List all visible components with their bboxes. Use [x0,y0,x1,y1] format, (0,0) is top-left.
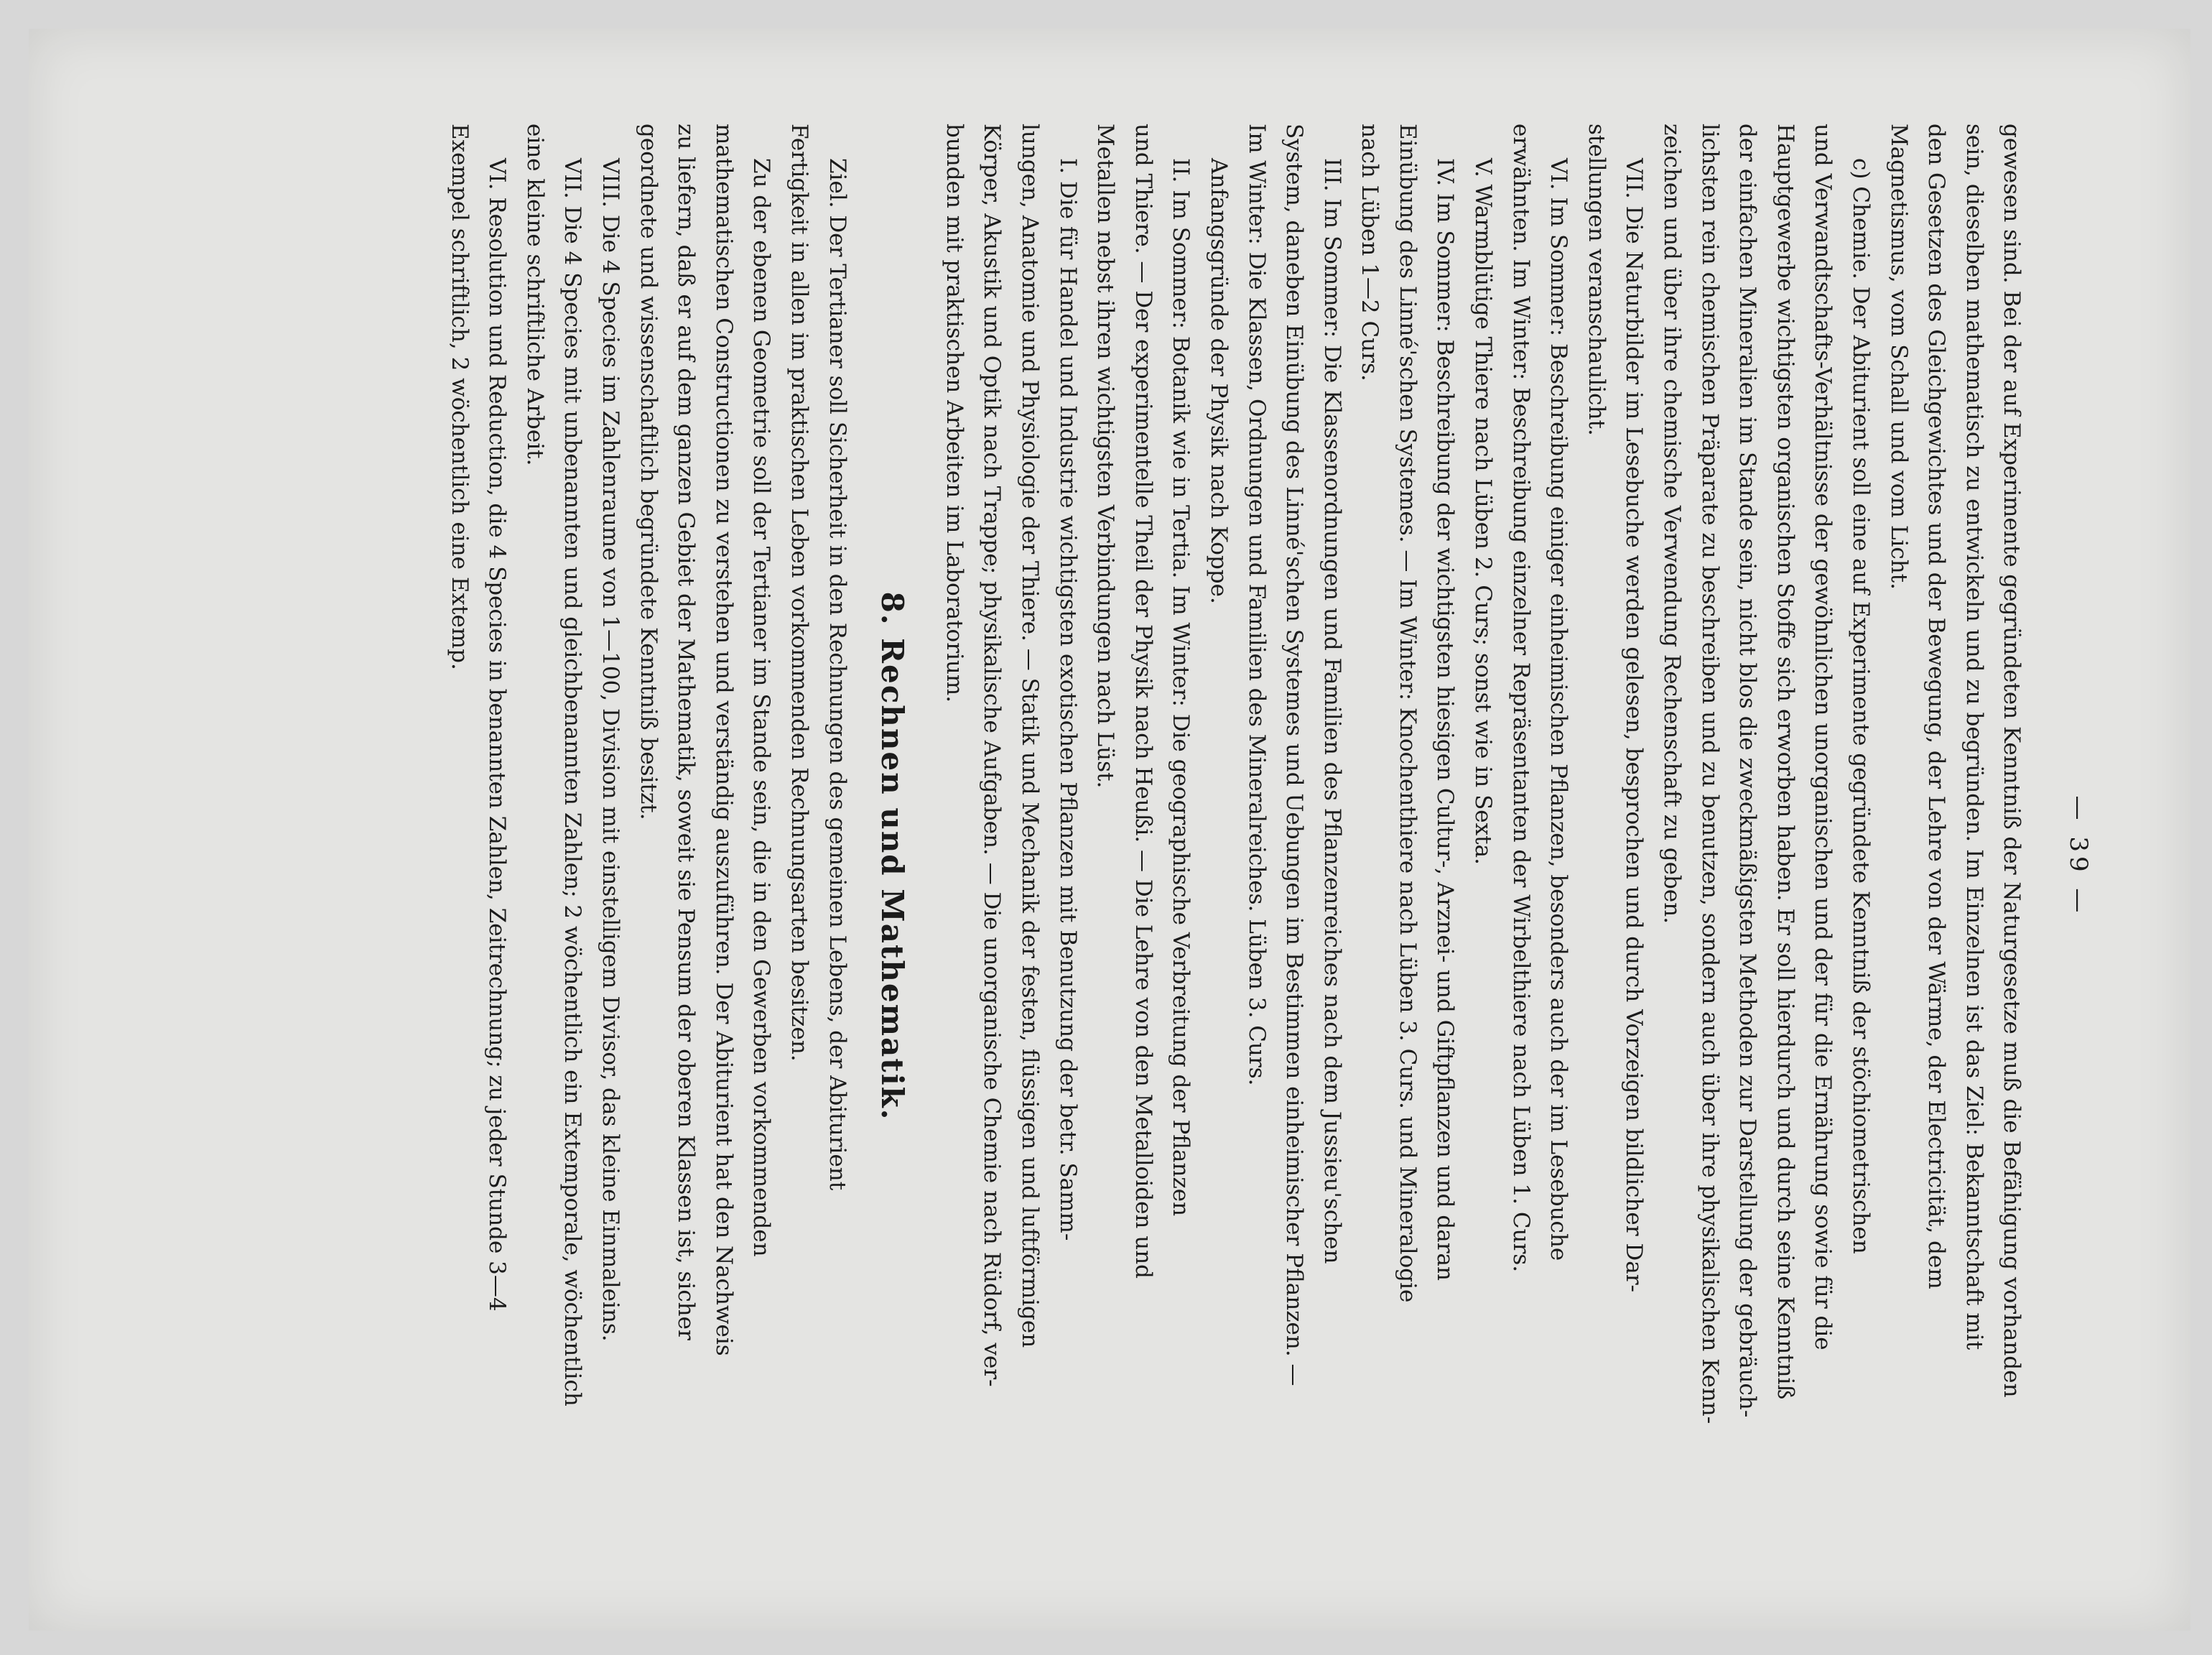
text-line: mathematischen Constructionen zu verstehen und verständig auszuführen. Der Abiturient hat den Nachweis [710,124,737,1356]
text-line: Körper, Akustik und Optik nach Trappe; physikalische Aufgaben. — Die unorganische Chemie nach Rüdorf, ver- [979,124,1005,1387]
text-line: IV. Im Sommer: Beschreibung der wichtigsten hiesigen Cultur-, Arznei- und Giftpflanzen und daran [1432,158,1459,1281]
text-line: zu liefern, daß er auf dem ganzen Gebiet der Mathematik, soweit sie Pensum der oberen Klassen ist, sicher [673,124,700,1340]
text-line: V. Warmblütige Thiere nach Lüben 2. Curs; sonst wie in Sexta. [1470,158,1497,865]
text-line: c) Chemie. Der Abiturient soll eine auf Experimente gegründete Kenntniß der stöchiometrischen [1848,158,1874,1254]
text-line: Metallen nebst ihren wichtigsten Verbindungen nach Lüst. [1092,124,1119,789]
section-heading: 8. Rechnen und Mathematik. [875,591,911,1121]
text-line: Anfangsgründe der Physik nach Koppe. [1205,158,1232,604]
text-line: II. Im Sommer: Botanik wie in Tertia. Im Winter: Die geographische Verbreitung der Pflanzen [1168,158,1194,1217]
text-line: der einfachen Mineralien im Stande sein, nicht blos die zweckmäßigsten Methoden zur Darstellung der gebräuch- [1734,124,1761,1418]
text-line: Zu der ebenen Geometrie soll der Tertianer im Stande sein, die in den Gewerben vorkommenden [748,158,775,1257]
text-line: Im Winter: Die Klassen, Ordnungen und Familien des Mineralreiches. Lüben 3. Curs. [1243,124,1270,1086]
text-line: eine kleine schriftliche Arbeit. [521,124,548,466]
text-line: den Gesetzen des Gleichgewichtes und der Bewegung, der Lehre von der Wärme, der Electricität, dem [1923,124,1950,1289]
text-line: VI. Resolution und Reduction, die 4 Species in benannten Zahlen, Zeitrechnung; zu jeder Stunde 3—4 [484,158,511,1312]
text-line: III. Im Sommer: Die Klassenordnungen und Familien des Pflanzenreiches nach dem Jussieu'schen [1319,158,1345,1264]
text-line: Fertigkeit in allen im praktischen Leben vorkommenden Rechnungsarten besitzen. [786,124,812,1062]
text-line: geordnete und wissenschaftlich begründete Kenntniß besitzt. [635,124,661,820]
text-line: Magnetismus, vom Schall und vom Licht. [1885,124,1912,590]
text-line: stellungen veranschaulicht. [1583,124,1609,436]
text-line: Einübung des Linné'schen Systemes. — Im Winter: Knochenthiere nach Lüben 3. Curs. und Mineralogie [1394,124,1421,1303]
text-line: VII. Die 4 Species mit unbenannten und gleichbenannten Zahlen; 2 wöchentlich ein Extemporale, wöchentlich [559,158,586,1406]
text-line: Hauptgewerbe wichtigsten organischen Stoffe sich erworben haben. Er soll hierdurch und durch seine Kenntniß [1772,124,1798,1400]
text-line: lungen, Anatomie und Physiologie der Thiere. — Statik und Mechanik der festen, flüssigen und luftförmigen [1016,124,1043,1348]
paper-sheet [29,29,2190,1631]
text-line: zeichen und über ihre chemische Verwendung Rechenschaft zu geben. [1659,124,1686,924]
text-line: nach Lüben 1—2 Curs. [1357,124,1383,381]
text-line: VIII. Die 4 Species im Zahlenraume von 1—100, Division mit einstelligem Divisor, das kleine Einmaleins. [598,158,624,1342]
text-line: VII. Die Naturbilder im Lesebuche werden gelesen, besprochen und durch Vorzeigen bildlicher Dar- [1621,158,1648,1293]
text-line: und Verwandtschafts-Verhältnisse der gewöhnlichen unorganischen und der für die Ernährung sowie für die [1810,124,1836,1350]
text-block [440,124,2097,1589]
text-line: Ziel. Der Tertianer soll Sicherheit in den Rechnungen des gemeinen Lebens, der Abiturient [824,158,850,1191]
text-line: System, daneben Einübung des Linné'schen Systemes und Uebungen im Bestimmen einheimischer Pflanzen. — [1281,124,1308,1386]
text-line: bunden mit praktischen Arbeiten im Laboratorium. [941,124,967,703]
rotated-content [93,66,2176,1646]
text-line: VI. Im Sommer: Beschreibung einiger einheimischen Pflanzen, besonders auch der im Lesebuche [1546,158,1572,1261]
text-line: und Thiere. — Der experimentelle Theil der Physik nach Heußi. — Die Lehre von den Metalloiden und [1130,124,1156,1279]
text-line: Exempel schriftlich, 2 wöchentlich eine Extemp. [446,124,473,670]
text-line: sein, dieselben mathematisch zu entwickeln und zu begründen. Im Einzelnen ist das Ziel: Bekanntschaft mit [1961,124,1987,1350]
text-line: lichsten rein chemischen Präparate zu beschreiben und zu benutzen, sondern auch über ihre physikalischen Kenn- [1696,124,1723,1424]
text-line: I. Die für Handel und Industrie wichtigsten exotischen Pflanzen mit Benutzung der betr. Samm- [1054,158,1081,1241]
text-line: gewesen sind. Bei der auf Experimente gegründeten Kenntniß der Naturgesetze muß die Befähigung vorhanden [1999,124,2025,1398]
page-number: — 39 — [2064,795,2093,917]
text-line: erwähnten. Im Winter: Beschreibung einzelner Repräsentanten der Wirbelthiere nach Lüben 1. Curs. [1507,124,1534,1273]
